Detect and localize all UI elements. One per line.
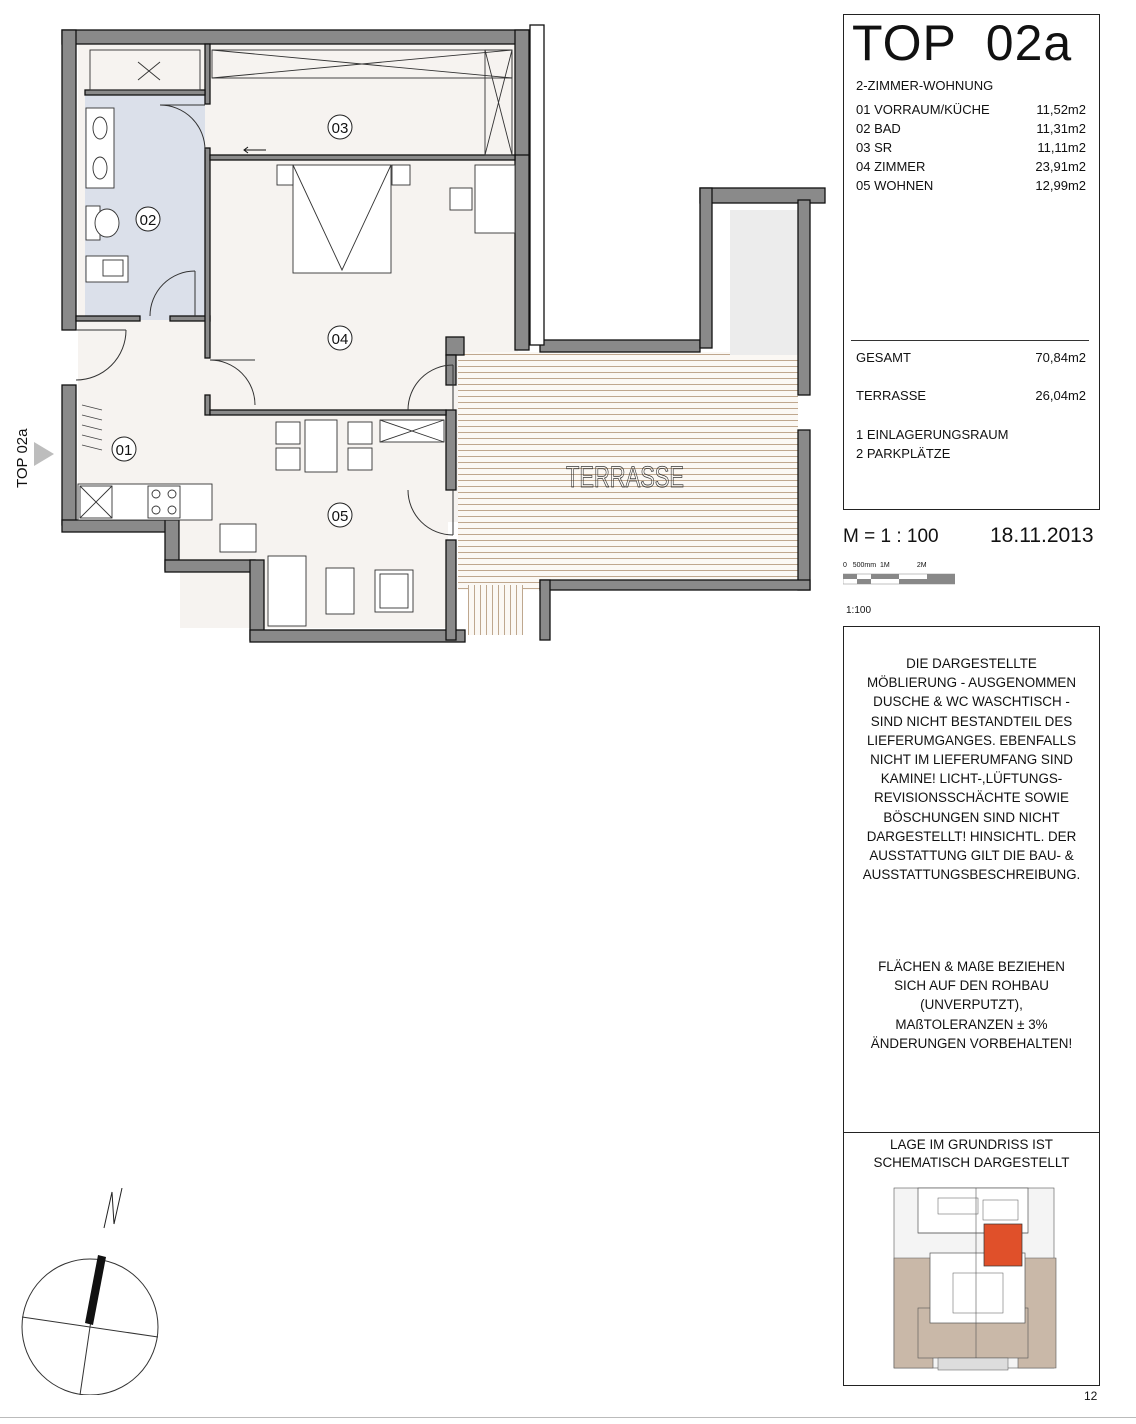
room-row — [856, 121, 1086, 140]
room-area: 11,31m2 — [1036, 121, 1086, 136]
north-compass-icon — [18, 1185, 163, 1395]
room-number-05: 05 — [331, 508, 349, 525]
dimension-disclaimer: FLÄCHEN & MAßE BEZIEHEN SICH AUF DEN ROHBAU (UNVERPUTZT), MAßTOLERANZEN ± 3% ÄNDERUNGEN VORBEHALTEN! — [870, 959, 1073, 1051]
room-number-04: 04 — [331, 331, 349, 348]
entrance-arrow-icon — [32, 440, 56, 468]
side-label-text: TOP 02a — [14, 428, 31, 488]
room-label: 04 ZIMMER — [856, 159, 926, 174]
parking-note: 2 PARKPLÄTZE — [856, 446, 951, 461]
furniture-disclaimer: DIE DARGESTELLTE MÖBLIERUNG - AUSGENOMMEN DUSCHE & WC WASCHTISCH - SIND NICHT BESTANDTEIL DES LIEFERUMGANGES. EBENFALLS NICHT IM LIEFERUMFANG SIND KAMINE! LICHT-,LÜFTUNGS- REVISIONSSCHÄCHTE SOWIE BÖSCHUNGEN SIND NICHT DARGESTELLT! HINSICHTL. DER AUSSTATTUNG GILT DIE BAU- & AUSSTATTUNGSBESCHREIBUNG. — [862, 656, 1081, 883]
storage-note: 1 EINLAGERUNGSRAUM — [856, 427, 1009, 442]
page-bottom-rule — [0, 1417, 1136, 1418]
unit-type: 2-ZIMMER-WOHNUNG — [856, 78, 994, 93]
room-area: 11,52m2 — [1036, 102, 1086, 117]
room-label: 02 BAD — [856, 121, 901, 136]
room-label: 01 VORRAUM/KÜCHE — [856, 102, 990, 117]
room-row — [856, 140, 1086, 159]
total-row — [856, 350, 1086, 365]
divider — [851, 340, 1089, 341]
room-area: 23,91m2 — [1035, 159, 1086, 174]
room-number-02: 02 — [139, 212, 157, 229]
total-value: 70,84m2 — [1035, 350, 1086, 365]
room-label: 05 WOHNEN — [856, 178, 934, 193]
unit-title: TOP 02a — [852, 15, 1073, 71]
terrace-row — [856, 388, 1086, 403]
terrace-area-label: TERRASSE — [856, 388, 927, 403]
room-number-01: 01 — [115, 442, 133, 459]
terrace-area-value: 26,04m2 — [1035, 388, 1086, 403]
room-row — [856, 102, 1086, 121]
total-label: GESAMT — [856, 350, 911, 365]
location-caption: LAGE IM GRUNDRISS IST SCHEMATISCH DARGESTELLT — [873, 1137, 1070, 1170]
north-label-icon — [98, 1188, 128, 1258]
room-number-03: 03 — [331, 120, 349, 137]
scalebar-labels: 0 500mm 1M 2M — [843, 562, 927, 569]
terrace-label: TERRASSE — [566, 461, 684, 494]
scale-label: M = 1 : 100 — [843, 526, 939, 547]
scale-bar — [843, 572, 955, 598]
room-row — [856, 159, 1086, 178]
room-row — [856, 178, 1086, 197]
building-key-plan — [878, 1178, 1066, 1383]
floor-plan — [0, 0, 830, 660]
page-number: 12 — [1084, 1389, 1098, 1403]
room-area: 12,99m2 — [1035, 178, 1086, 193]
scale-ratio: 1:100 — [846, 605, 872, 616]
room-label: 03 SR — [856, 140, 893, 155]
room-area: 11,11m2 — [1037, 140, 1086, 155]
plan-date: 18.11.2013 — [990, 524, 1094, 547]
